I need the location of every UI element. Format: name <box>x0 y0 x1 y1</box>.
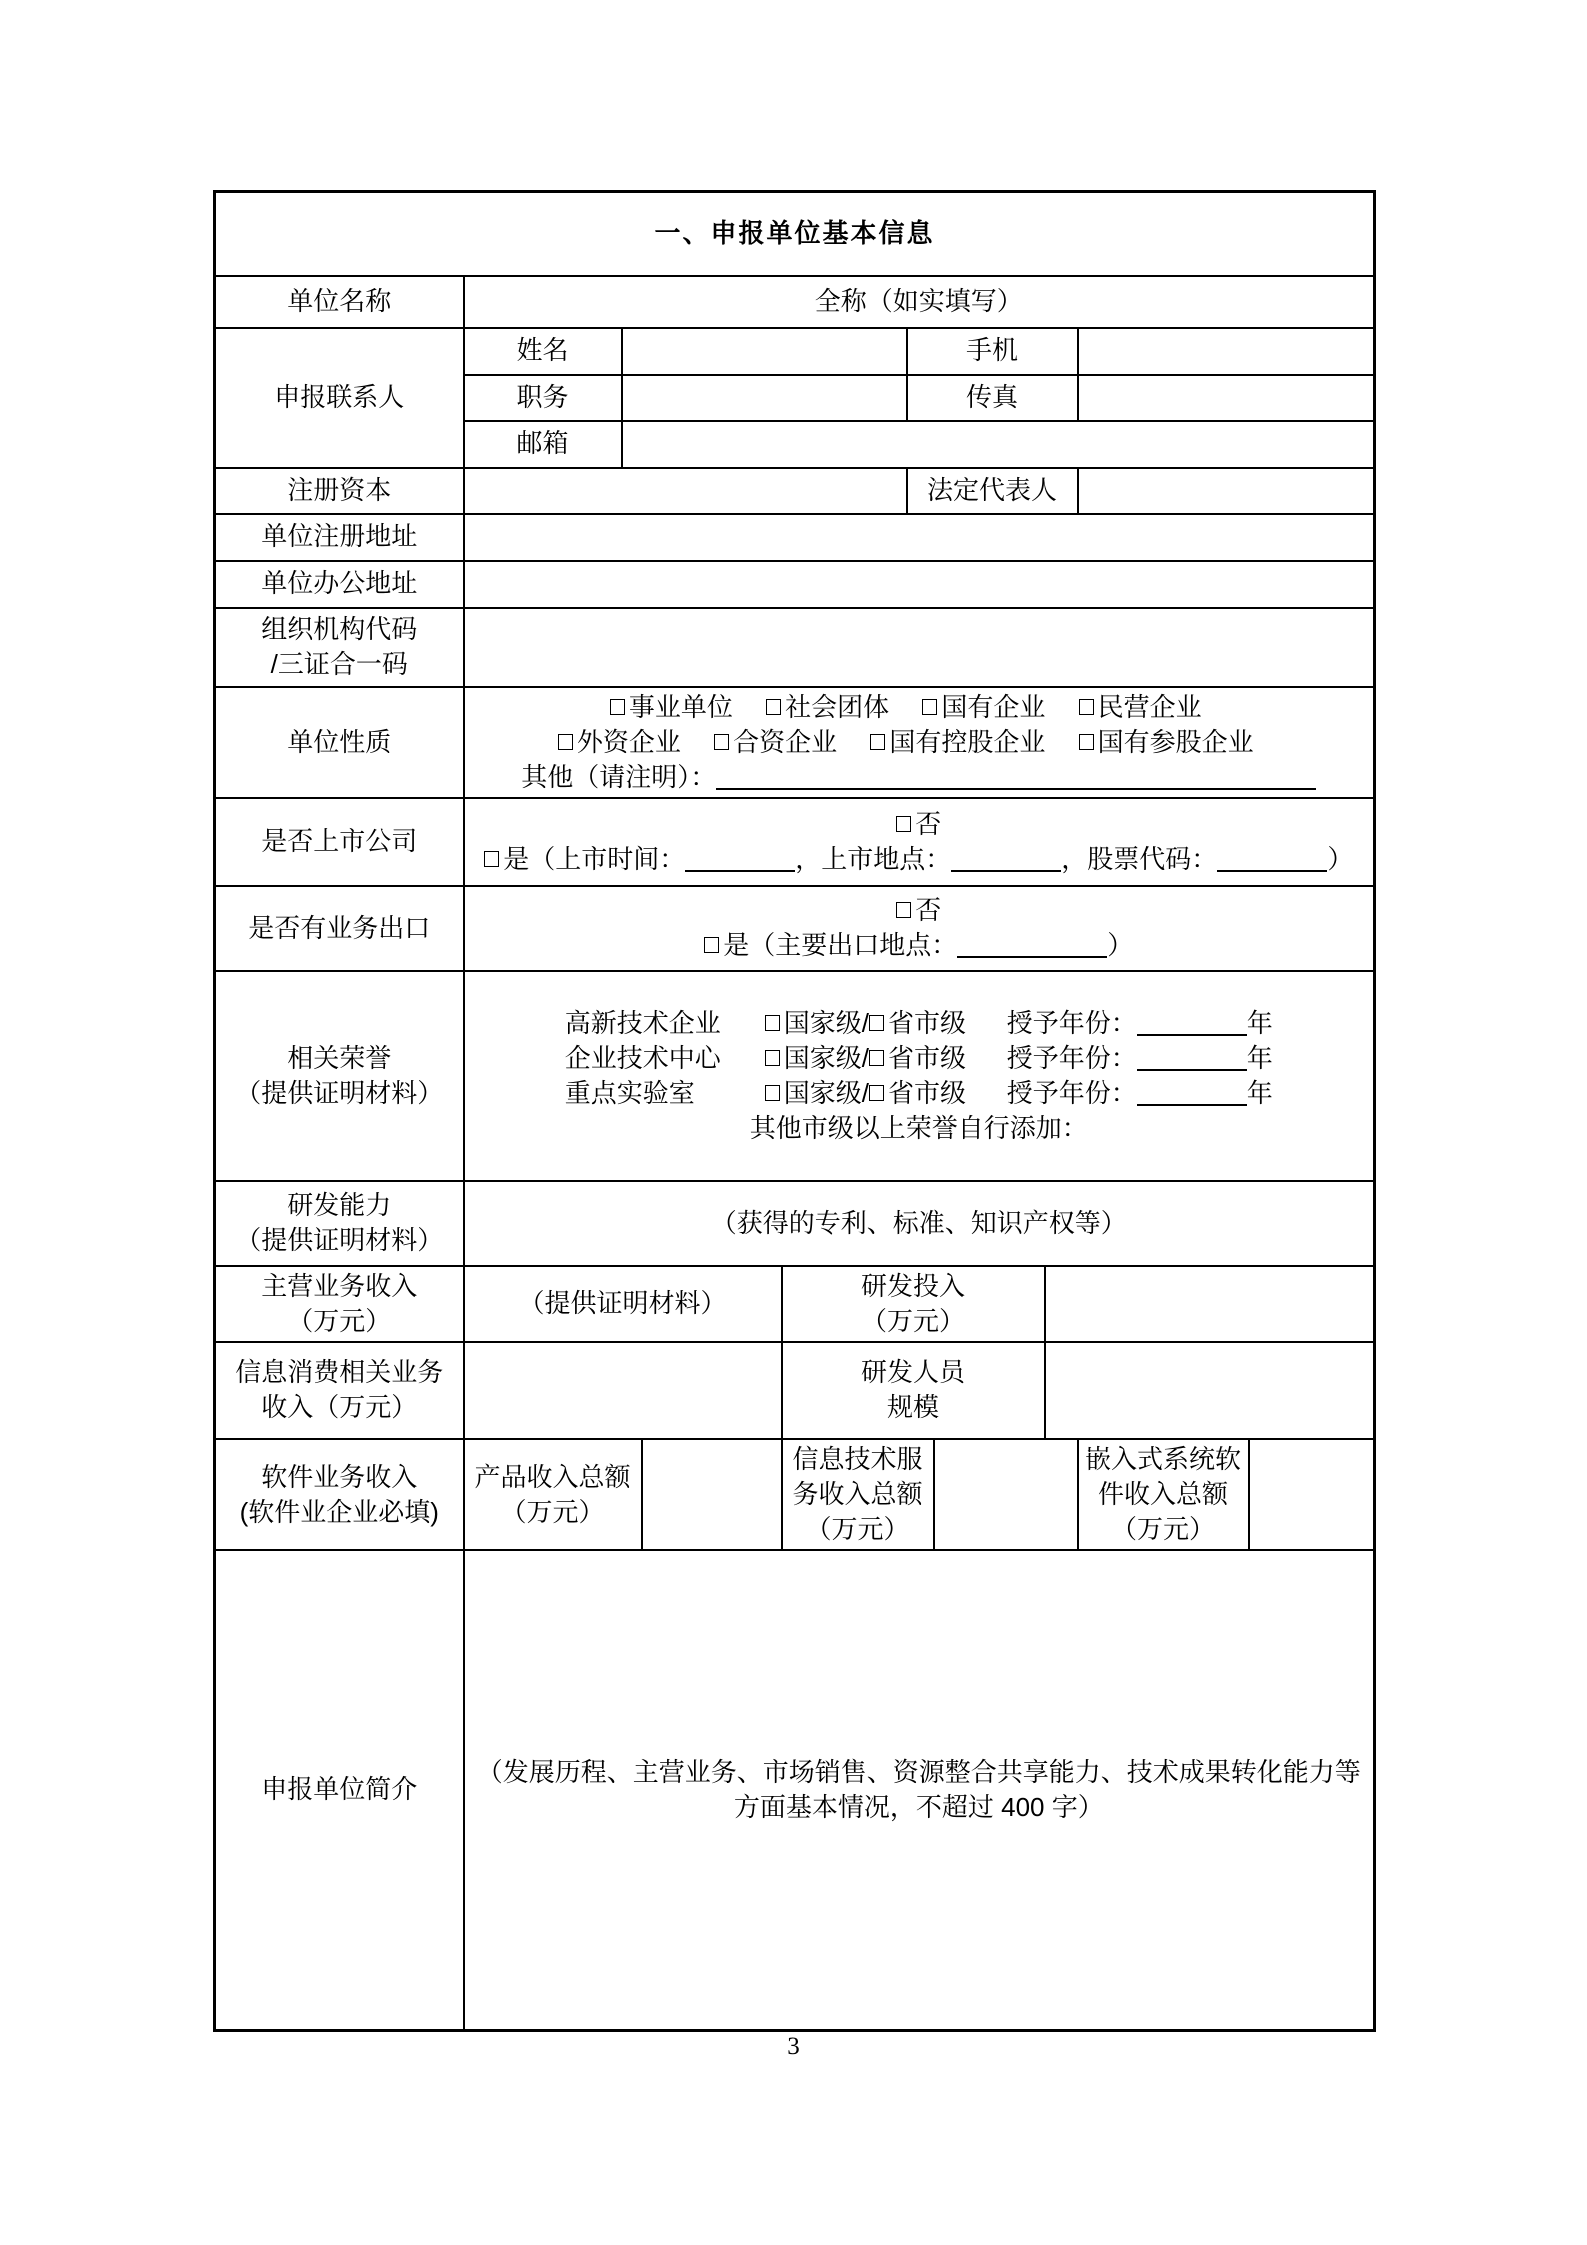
info-income-row <box>215 1342 1375 1439</box>
title-row <box>215 192 1375 276</box>
nature-option-label: 国有控股企业 <box>889 726 1046 757</box>
nature-option-label: 国有企业 <box>941 691 1046 722</box>
embedded-income-input[interactable] <box>1249 1439 1375 1550</box>
form-title: 一、申报单位基本信息 <box>215 192 1375 276</box>
rnd-invest-input[interactable] <box>1045 1266 1375 1342</box>
checkbox-icon[interactable] <box>765 1085 780 1101</box>
reg-address-input[interactable] <box>464 514 1375 561</box>
nature-option[interactable] <box>610 692 733 722</box>
blank-underline[interactable] <box>716 770 1316 790</box>
rnd-ability-row <box>215 1181 1375 1266</box>
label-embedded-income <box>1078 1439 1249 1550</box>
nature-option-label: 外资企业 <box>576 726 681 757</box>
honor-level-slash: / <box>861 1042 870 1073</box>
honor-levels <box>765 1006 1007 1041</box>
label-honors-line2: （提供证明材料） <box>235 1077 444 1108</box>
label-software-income <box>215 1439 464 1550</box>
org-code-input[interactable] <box>464 608 1375 687</box>
nature-other-line <box>473 760 1366 795</box>
nature-option-label: 民营企业 <box>1097 691 1202 722</box>
unit-name-row <box>215 276 1375 328</box>
unit-intro-input[interactable]: （发展历程、主营业务、市场销售、资源整合共享能力、技术成果转化能力等方面基本情况，不超过 400 字） <box>464 1550 1375 2030</box>
label-unit-nature: 单位性质 <box>215 687 464 798</box>
label-it-service-line3: （万元） <box>805 1514 910 1545</box>
checkbox-icon[interactable] <box>896 902 911 918</box>
listed-yes-option[interactable] <box>473 842 1366 877</box>
blank-underline[interactable] <box>1137 1016 1247 1036</box>
label-main-income-line2: （万元） <box>287 1305 392 1336</box>
label-main-income <box>215 1266 464 1342</box>
honor-level-slash: / <box>861 1007 870 1038</box>
listed-yes-seg1: 是（上市时间： <box>503 843 686 874</box>
honor-line <box>473 1076 1366 1111</box>
application-form-table <box>213 190 1376 2032</box>
listed-company-row <box>215 798 1375 886</box>
listed-no-option[interactable] <box>473 807 1366 842</box>
nature-option[interactable] <box>1079 727 1254 757</box>
it-service-income-input[interactable] <box>934 1439 1078 1550</box>
label-contact-fax: 传真 <box>907 375 1078 421</box>
contact-mobile-input[interactable] <box>1078 328 1375 375</box>
honors-content <box>464 971 1375 1181</box>
contact-title-input[interactable] <box>622 375 907 421</box>
label-rnd-ability <box>215 1181 464 1266</box>
export-yes-seg1: 是（主要出口地点： <box>723 930 958 961</box>
label-info-income-line1: 信息消费相关业务 <box>235 1357 444 1388</box>
checkbox-icon[interactable] <box>870 734 885 750</box>
product-income-input[interactable] <box>642 1439 782 1550</box>
nature-other-label: 其他（请注明）： <box>521 761 717 792</box>
label-honors-line1: 相关荣誉 <box>287 1042 392 1073</box>
contact-email-input[interactable] <box>622 421 1375 468</box>
label-org-code-line2: /三证合一码 <box>270 649 408 679</box>
nature-option[interactable] <box>1079 692 1202 722</box>
main-income-row <box>215 1266 1375 1342</box>
office-address-row <box>215 561 1375 608</box>
unit-name-input[interactable]: 全称（如实填写） <box>464 276 1375 328</box>
label-it-service-line2: 务收入总额 <box>792 1479 923 1510</box>
reg-capital-row <box>215 468 1375 514</box>
honor-year-suffix: 年 <box>1246 1007 1273 1038</box>
label-contact-name: 姓名 <box>464 328 622 375</box>
blank-underline[interactable] <box>1137 1086 1247 1106</box>
nature-options-line1 <box>473 690 1366 725</box>
honor-level-provincial: 省市级 <box>888 1007 967 1038</box>
checkbox-icon[interactable] <box>1079 699 1094 715</box>
nature-option[interactable] <box>922 692 1045 722</box>
checkbox-icon[interactable] <box>704 937 719 953</box>
label-contact: 申报联系人 <box>215 328 464 468</box>
label-rnd-invest-line1: 研发投入 <box>860 1270 965 1301</box>
export-yes-seg2: ） <box>1107 930 1134 961</box>
rnd-ability-input[interactable]: （获得的专利、标准、知识产权等） <box>464 1181 1375 1266</box>
label-unit-intro: 申报单位简介 <box>215 1550 464 2030</box>
main-income-input[interactable]: （提供证明材料） <box>464 1266 782 1342</box>
honor-extra-line <box>473 1111 1366 1146</box>
label-unit-name: 单位名称 <box>215 276 464 328</box>
checkbox-icon[interactable] <box>869 1050 884 1066</box>
unit-nature-row <box>215 687 1375 798</box>
honor-year-prefix: 授予年份： <box>1006 1007 1137 1038</box>
label-product-income <box>464 1439 642 1550</box>
blank-underline[interactable] <box>1217 852 1327 872</box>
label-reg-capital: 注册资本 <box>215 468 464 514</box>
blank-underline[interactable] <box>685 852 795 872</box>
blank-underline[interactable] <box>957 938 1107 958</box>
label-it-service-line1: 信息技术服 <box>792 1443 923 1474</box>
label-rnd-invest-line2: （万元） <box>860 1305 965 1336</box>
label-info-income-line2: 收入（万元） <box>261 1392 418 1423</box>
reg-address-row <box>215 514 1375 561</box>
reg-capital-input[interactable] <box>464 468 907 514</box>
honor-level-national: 国家级 <box>783 1042 862 1073</box>
info-income-input[interactable] <box>464 1342 782 1439</box>
office-address-input[interactable] <box>464 561 1375 608</box>
label-contact-mobile: 手机 <box>907 328 1078 375</box>
label-listed-company: 是否上市公司 <box>215 798 464 886</box>
label-product-income-line1: 产品收入总额 <box>474 1461 631 1492</box>
export-business-options <box>464 886 1375 971</box>
contact-name-input[interactable] <box>622 328 907 375</box>
nature-option-label: 合资企业 <box>733 726 838 757</box>
checkbox-icon[interactable] <box>766 699 781 715</box>
label-rnd-staff <box>782 1342 1045 1439</box>
checkbox-icon[interactable] <box>869 1085 884 1101</box>
checkbox-icon[interactable] <box>610 699 625 715</box>
nature-option-label: 社会团体 <box>785 691 890 722</box>
label-embedded-line2: 件收入总额 <box>1097 1479 1228 1510</box>
contact-name-row <box>215 328 1375 375</box>
nature-option[interactable] <box>558 727 681 757</box>
honor-levels <box>765 1041 1007 1076</box>
contact-fax-input[interactable] <box>1078 375 1375 421</box>
nature-option[interactable] <box>714 727 837 757</box>
org-code-row <box>215 608 1375 687</box>
nature-option[interactable] <box>766 692 889 722</box>
label-org-code-line1: 组织机构代码 <box>261 613 418 644</box>
checkbox-icon[interactable] <box>558 734 573 750</box>
label-rnd-staff-line2: 规模 <box>886 1392 939 1423</box>
checkbox-icon[interactable] <box>896 816 911 832</box>
honors-row <box>215 971 1375 1181</box>
label-office-address: 单位办公地址 <box>215 561 464 608</box>
blank-underline[interactable] <box>951 852 1061 872</box>
honor-year-suffix: 年 <box>1246 1077 1273 1108</box>
label-embedded-line3: （万元） <box>1110 1514 1215 1545</box>
honor-year-prefix: 授予年份： <box>1006 1077 1137 1108</box>
label-contact-email: 邮箱 <box>464 421 622 468</box>
nature-option-label: 国有参股企业 <box>1097 726 1254 757</box>
honor-extra-label: 其他市级以上荣誉自行添加： <box>749 1112 1088 1143</box>
honor-name: 高新技术企业 <box>564 1007 721 1038</box>
label-export-business: 是否有业务出口 <box>215 886 464 971</box>
honor-line <box>473 1041 1366 1076</box>
listed-company-options <box>464 798 1375 886</box>
nature-option[interactable] <box>870 727 1045 757</box>
checkbox-icon[interactable] <box>484 851 499 867</box>
honor-level-provincial: 省市级 <box>888 1077 967 1108</box>
honor-level-national: 国家级 <box>783 1007 862 1038</box>
listed-yes-seg2: ，上市地点： <box>795 843 952 874</box>
software-income-row <box>215 1439 1375 1550</box>
honor-level-national: 国家级 <box>783 1077 862 1108</box>
unit-intro-row <box>215 1550 1375 2030</box>
label-main-income-line1: 主营业务收入 <box>261 1270 418 1301</box>
export-business-row <box>215 886 1375 971</box>
honor-level-slash: / <box>861 1077 870 1108</box>
export-yes-option[interactable] <box>473 928 1366 963</box>
listed-yes-seg3: ，股票代码： <box>1061 843 1218 874</box>
checkbox-icon[interactable] <box>714 734 729 750</box>
label-embedded-line1: 嵌入式系统软 <box>1084 1443 1241 1474</box>
honor-level-provincial: 省市级 <box>888 1042 967 1073</box>
label-honors <box>215 971 464 1181</box>
label-rnd-invest <box>782 1266 1045 1342</box>
label-org-code <box>215 608 464 687</box>
label-contact-title: 职务 <box>464 375 622 421</box>
label-reg-address: 单位注册地址 <box>215 514 464 561</box>
label-rnd-ability-line1: 研发能力 <box>287 1190 392 1221</box>
honor-name: 企业技术中心 <box>564 1042 721 1073</box>
label-software-income-line1: 软件业务收入 <box>261 1461 418 1492</box>
listed-no-label: 否 <box>915 808 942 839</box>
export-no-option[interactable] <box>473 893 1366 928</box>
label-legal-rep: 法定代表人 <box>907 468 1078 514</box>
checkbox-icon[interactable] <box>765 1050 780 1066</box>
checkbox-icon[interactable] <box>869 1015 884 1031</box>
honor-levels <box>765 1076 1007 1111</box>
blank-underline[interactable] <box>1137 1051 1247 1071</box>
legal-rep-input[interactable] <box>1078 468 1375 514</box>
rnd-staff-input[interactable] <box>1045 1342 1375 1439</box>
nature-options-line2 <box>473 725 1366 760</box>
checkbox-icon[interactable] <box>1079 734 1094 750</box>
nature-option-label: 事业单位 <box>628 691 733 722</box>
label-it-service-income <box>782 1439 934 1550</box>
unit-nature-options <box>464 687 1375 798</box>
honor-year-prefix: 授予年份： <box>1006 1042 1137 1073</box>
honor-line <box>473 1006 1366 1041</box>
label-rnd-staff-line1: 研发人员 <box>860 1357 965 1388</box>
honor-name: 重点实验室 <box>564 1077 695 1108</box>
checkbox-icon[interactable] <box>765 1015 780 1031</box>
label-software-income-line2: (软件业企业必填) <box>239 1496 439 1527</box>
label-rnd-ability-line2: （提供证明材料） <box>235 1225 444 1256</box>
checkbox-icon[interactable] <box>922 699 937 715</box>
listed-yes-seg4: ） <box>1327 843 1354 874</box>
export-no-label: 否 <box>915 895 942 926</box>
label-product-income-line2: （万元） <box>500 1496 605 1527</box>
page-number: 3 <box>787 2033 800 2060</box>
label-info-income <box>215 1342 464 1439</box>
honor-year-suffix: 年 <box>1246 1042 1273 1073</box>
